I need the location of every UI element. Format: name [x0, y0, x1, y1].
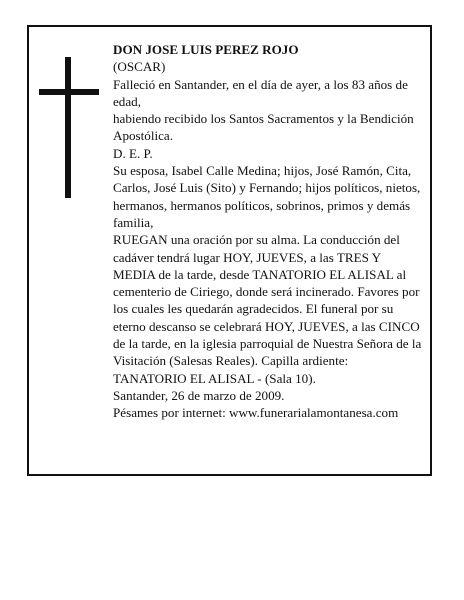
condolences-link[interactable]: Pésames por internet: www.funerarialamontanesa.com: [113, 405, 399, 421]
death-statement: Falleció en Santander, en el día de ayer, a los 83 años de edad,: [113, 76, 408, 109]
latin-cross-icon: [39, 57, 99, 198]
place-date: Santander, 26 de marzo de 2009.: [113, 387, 285, 403]
obituary-text: [113, 41, 423, 422]
deceased-name: DON JOSE LUIS PEREZ ROJO: [113, 42, 299, 57]
rest-in-peace: D. E. P.: [113, 145, 153, 161]
sacraments-statement: habiendo recibido los Santos Sacramentos y la Bendición Apostólica.: [113, 111, 414, 144]
funeral-details: RUEGAN una oración por su alma. La conducción del cadáver tendrá lugar HOY, JUEVES, a las TRES Y MEDIA de la tarde, desde TANATORIO EL ALISAL al cementerio de Ciriego, donde será incinerado. Favores por los cuales les quedarán agradecidos. El funeral por su eterno descanso se celebrará HOY, JUEVES, a las CINCO de la tarde, en la iglesia parroquial de Nuestra Señora de la Visitación (Salesas Reales). Capilla ardiente: TANATORIO EL ALISAL - (Sala 10).: [113, 232, 422, 386]
cross-vertical-bar: [65, 57, 71, 198]
obituary-notice: [27, 25, 432, 476]
family-list: Su esposa, Isabel Calle Medina; hijos, José Ramón, Cita, Carlos, José Luis (Sito) y Fernando; hijos políticos, nietos, hermanos, hermanos políticos, sobrinos, primos y demás familia,: [113, 163, 421, 230]
deceased-nickname: (OSCAR): [113, 59, 166, 75]
cross-horizontal-bar: [39, 89, 99, 95]
